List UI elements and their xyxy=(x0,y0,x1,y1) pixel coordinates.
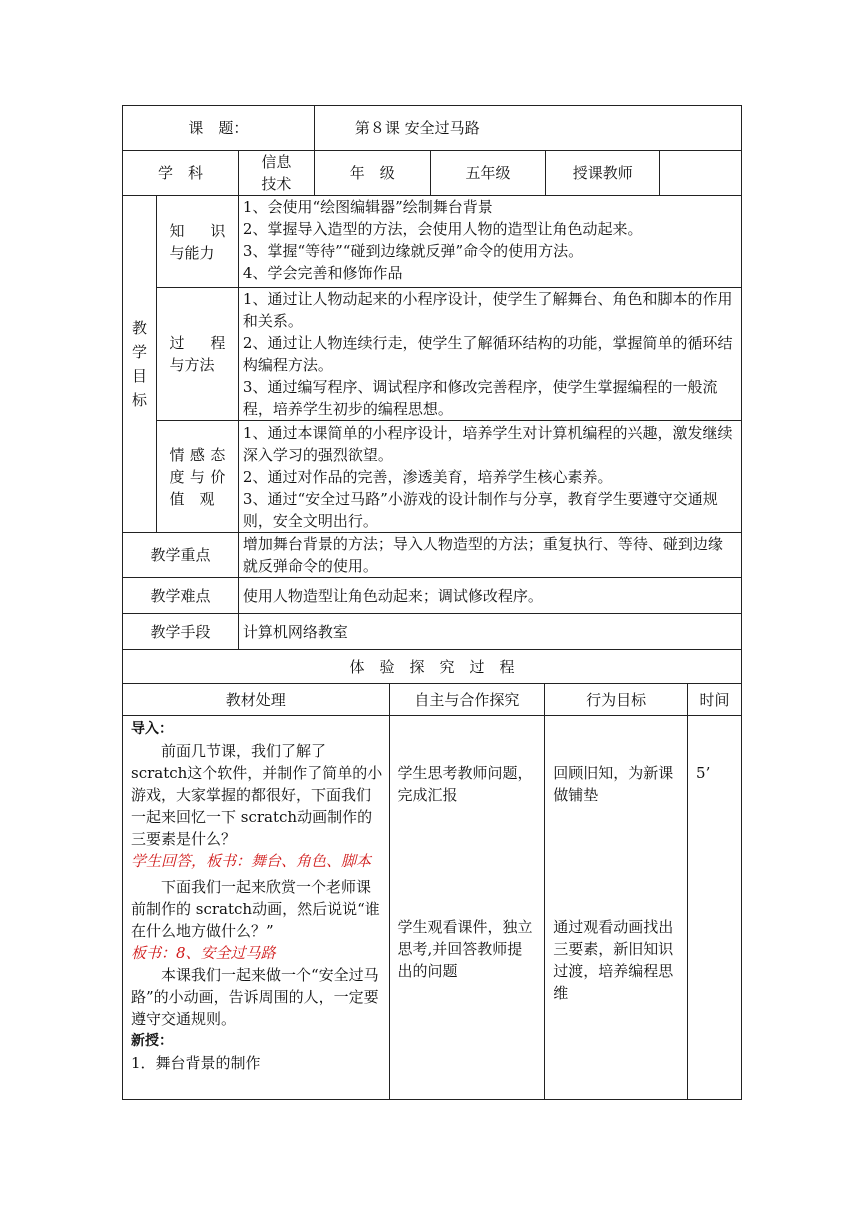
goal-cell xyxy=(545,716,688,1100)
key-points-label: 教学重点 xyxy=(123,533,239,578)
intro-heading: 导入： xyxy=(131,721,173,737)
time-1: 5’ xyxy=(696,764,711,782)
goal-2: 通过观看动画找出三要素，新旧知识过渡，培养编程思维 xyxy=(553,918,674,1002)
new-item-1: 1．舞台背景的制作 xyxy=(131,1054,261,1072)
explore-2: 学生观看课件，独立思考,并回答教师提出的问题 xyxy=(397,918,533,980)
demo-paragraph: 下面我们一起来欣赏一个老师课前制作的 scratch动画，然后说说“谁在什么地方做什么？” xyxy=(131,878,380,940)
board-note-2: 板书：8、安全过马路 xyxy=(131,944,276,962)
material-cell xyxy=(123,716,390,1100)
process-table xyxy=(122,683,742,1100)
header-material: 教材处理 xyxy=(123,684,390,716)
teacher-value xyxy=(660,151,742,196)
new-heading: 新授： xyxy=(131,1033,173,1049)
header-explore: 自主与合作探究 xyxy=(389,684,545,716)
subject-value: 信息技术 xyxy=(238,151,314,196)
teacher-label: 授课教师 xyxy=(546,151,660,196)
process-title: 体 验 探 究 过 程 xyxy=(123,650,742,684)
goal-1: 回顾旧知，为新课做铺垫 xyxy=(553,764,674,804)
explore-cell xyxy=(389,716,545,1100)
topic-label: 课 题： xyxy=(123,106,315,151)
emotion-items: 1、通过本课简单的小程序设计，培养学生对计算机编程的兴趣，激发继续深入学习的强烈欲望。 2、通过对作品的完善，渗透美育，培养学生核心素养。 3、通过“安全过马路”小游戏的设计制作与分享，教育学生要遵守交通规则，安全文明出行。 xyxy=(238,421,741,533)
time-cell xyxy=(688,716,742,1100)
lesson-plan-table xyxy=(122,105,742,684)
subject-label: 学 科 xyxy=(123,151,239,196)
knowledge-label: 知 识与能力 xyxy=(156,196,238,288)
grade-value: 五年级 xyxy=(430,151,546,196)
grade-label: 年 级 xyxy=(314,151,430,196)
emotion-label: 情感态度与价值 观 xyxy=(156,421,238,533)
difficulties-value: 使用人物造型让角色动起来；调试修改程序。 xyxy=(238,578,741,614)
means-value: 计算机网络教室 xyxy=(238,614,741,650)
process-items: 1、通过让人物动起来的小程序设计，使学生了解舞台、角色和脚本的作用和关系。 2、通过让人物连续行走，使学生了解循环结构的功能，掌握简单的循环结构编程方法。 3、通过编写程序、调试程序和修改完善程序，使学生掌握编程的一般流程，培养学生初步的编程思想。 xyxy=(238,288,741,421)
intro-paragraph: 前面几节课，我们了解了 scratch这个软件，并制作了简单的小游戏，大家掌握的都很好，下面我们一起来回忆一下 scratch动画制作的三要素是什么？ xyxy=(131,742,383,848)
board-note-1: 学生回答，板书：舞台、角色、脚本 xyxy=(131,852,372,870)
key-points-value: 增加舞台背景的方法；导入人物造型的方法；重复执行、等待、碰到边缘就反弹命令的使用。 xyxy=(238,533,741,578)
objectives-label: 教学目标 xyxy=(123,196,157,533)
difficulties-label: 教学难点 xyxy=(123,578,239,614)
knowledge-items: 1、会使用“绘图编辑器”绘制舞台背景 2、掌握导入造型的方法，会使用人物的造型让角色动起来。 3、掌握“等待”“碰到边缘就反弹”命令的使用方法。 4、学会完善和修饰作品 xyxy=(238,196,741,288)
explore-1: 学生思考教师问题，完成汇报 xyxy=(397,764,533,804)
header-goal: 行为目标 xyxy=(545,684,688,716)
header-time: 时间 xyxy=(688,684,742,716)
lesson-paragraph: 本课我们一起来做一个“安全过马路”的小动画，告诉周围的人，一定要遵守交通规则。 xyxy=(131,966,379,1028)
topic-value: 第８课 安全过马路 xyxy=(314,106,741,151)
process-label: 过 程与方法 xyxy=(156,288,238,421)
means-label: 教学手段 xyxy=(123,614,239,650)
